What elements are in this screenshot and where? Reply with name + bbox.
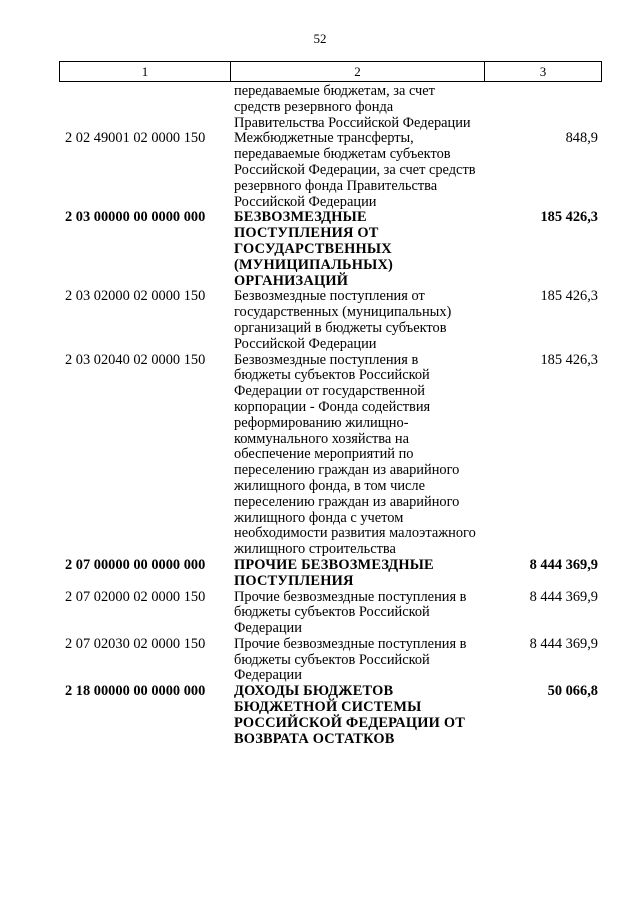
table-header bbox=[59, 61, 602, 82]
table-row bbox=[59, 353, 602, 558]
row-code: 2 07 00000 00 0000 000 bbox=[65, 556, 206, 573]
table-row bbox=[59, 637, 602, 684]
row-code: 2 03 02000 02 0000 150 bbox=[65, 288, 206, 305]
header-col-3: 3 bbox=[539, 63, 547, 79]
table-row bbox=[59, 590, 602, 637]
row-amount: 8 444 369,9 bbox=[529, 556, 598, 573]
row-amount: 8 444 369,9 bbox=[529, 588, 598, 605]
table-row bbox=[59, 131, 602, 210]
row-code: 2 03 02040 02 0000 150 bbox=[65, 351, 206, 368]
row-name: Безвозмездные поступления в бюджеты субъектов Российской Федерации от государственной корпорации - Фонда содействия реформированию жилищно-коммунального хозяйства на обеспечение мероприятий по переселению граждан из аварийного жилищного фонда, в том числе переселению граждан из аварийного жилищного фонда с учетом необходимости развития малоэтажного жилищного строительства bbox=[234, 351, 476, 558]
row-amount: 8 444 369,9 bbox=[529, 635, 598, 652]
row-name: Прочие безвозмездные поступления в бюджеты субъектов Российской Федерации bbox=[234, 635, 467, 684]
header-col-2: 2 bbox=[231, 62, 485, 81]
row-name: БЕЗВОЗМЕЗДНЫЕ ПОСТУПЛЕНИЯ ОТ ГОСУДАРСТВЕННЫХ (МУНИЦИПАЛЬНЫХ) ОРГАНИЗАЦИЙ bbox=[234, 209, 394, 289]
row-name: ПРОЧИЕ БЕЗВОЗМЕЗДНЫЕ ПОСТУПЛЕНИЯ bbox=[234, 556, 434, 589]
row-code: 2 07 02030 02 0000 150 bbox=[65, 635, 206, 652]
row-amount: 848,9 bbox=[565, 130, 598, 147]
header-col-1: 1 bbox=[60, 62, 231, 81]
table-row bbox=[59, 684, 602, 747]
table-row bbox=[59, 289, 602, 352]
row-amount: 185 426,3 bbox=[540, 209, 598, 226]
row-code: 2 02 49001 02 0000 150 bbox=[65, 130, 206, 147]
table-row bbox=[59, 210, 602, 289]
page-number: 52 bbox=[313, 31, 327, 46]
row-code bbox=[59, 84, 230, 131]
row-name: передаваемые бюджетам, за счет средств резервного фонда Правительства Российской Федерации bbox=[234, 83, 471, 131]
row-name: Безвозмездные поступления от государственных (муниципальных) организаций в бюджеты субъектов Российской Федерации bbox=[234, 288, 452, 352]
row-name: Межбюджетные трансферты, передаваемые бюджетам субъектов Российской Федерации, за счет средств резервного фонда Правительства Российской Федерации bbox=[234, 130, 476, 210]
table-row bbox=[59, 84, 602, 131]
row-code: 2 18 00000 00 0000 000 bbox=[65, 683, 206, 700]
row-name: Прочие безвозмездные поступления в бюджеты субъектов Российской Федерации bbox=[234, 588, 467, 637]
row-code: 2 07 02000 02 0000 150 bbox=[65, 588, 206, 605]
table-body bbox=[59, 84, 602, 747]
row-amount: 50 066,8 bbox=[547, 683, 598, 700]
row-code: 2 03 00000 00 0000 000 bbox=[65, 209, 206, 226]
row-amount bbox=[484, 84, 602, 131]
table-row bbox=[59, 558, 602, 590]
row-amount: 185 426,3 bbox=[540, 288, 598, 305]
row-name: ДОХОДЫ БЮДЖЕТОВ БЮДЖЕТНОЙ СИСТЕМЫ РОССИЙСКОЙ ФЕДЕРАЦИИ ОТ ВОЗВРАТА ОСТАТКОВ bbox=[234, 683, 466, 747]
row-amount: 185 426,3 bbox=[540, 351, 598, 368]
